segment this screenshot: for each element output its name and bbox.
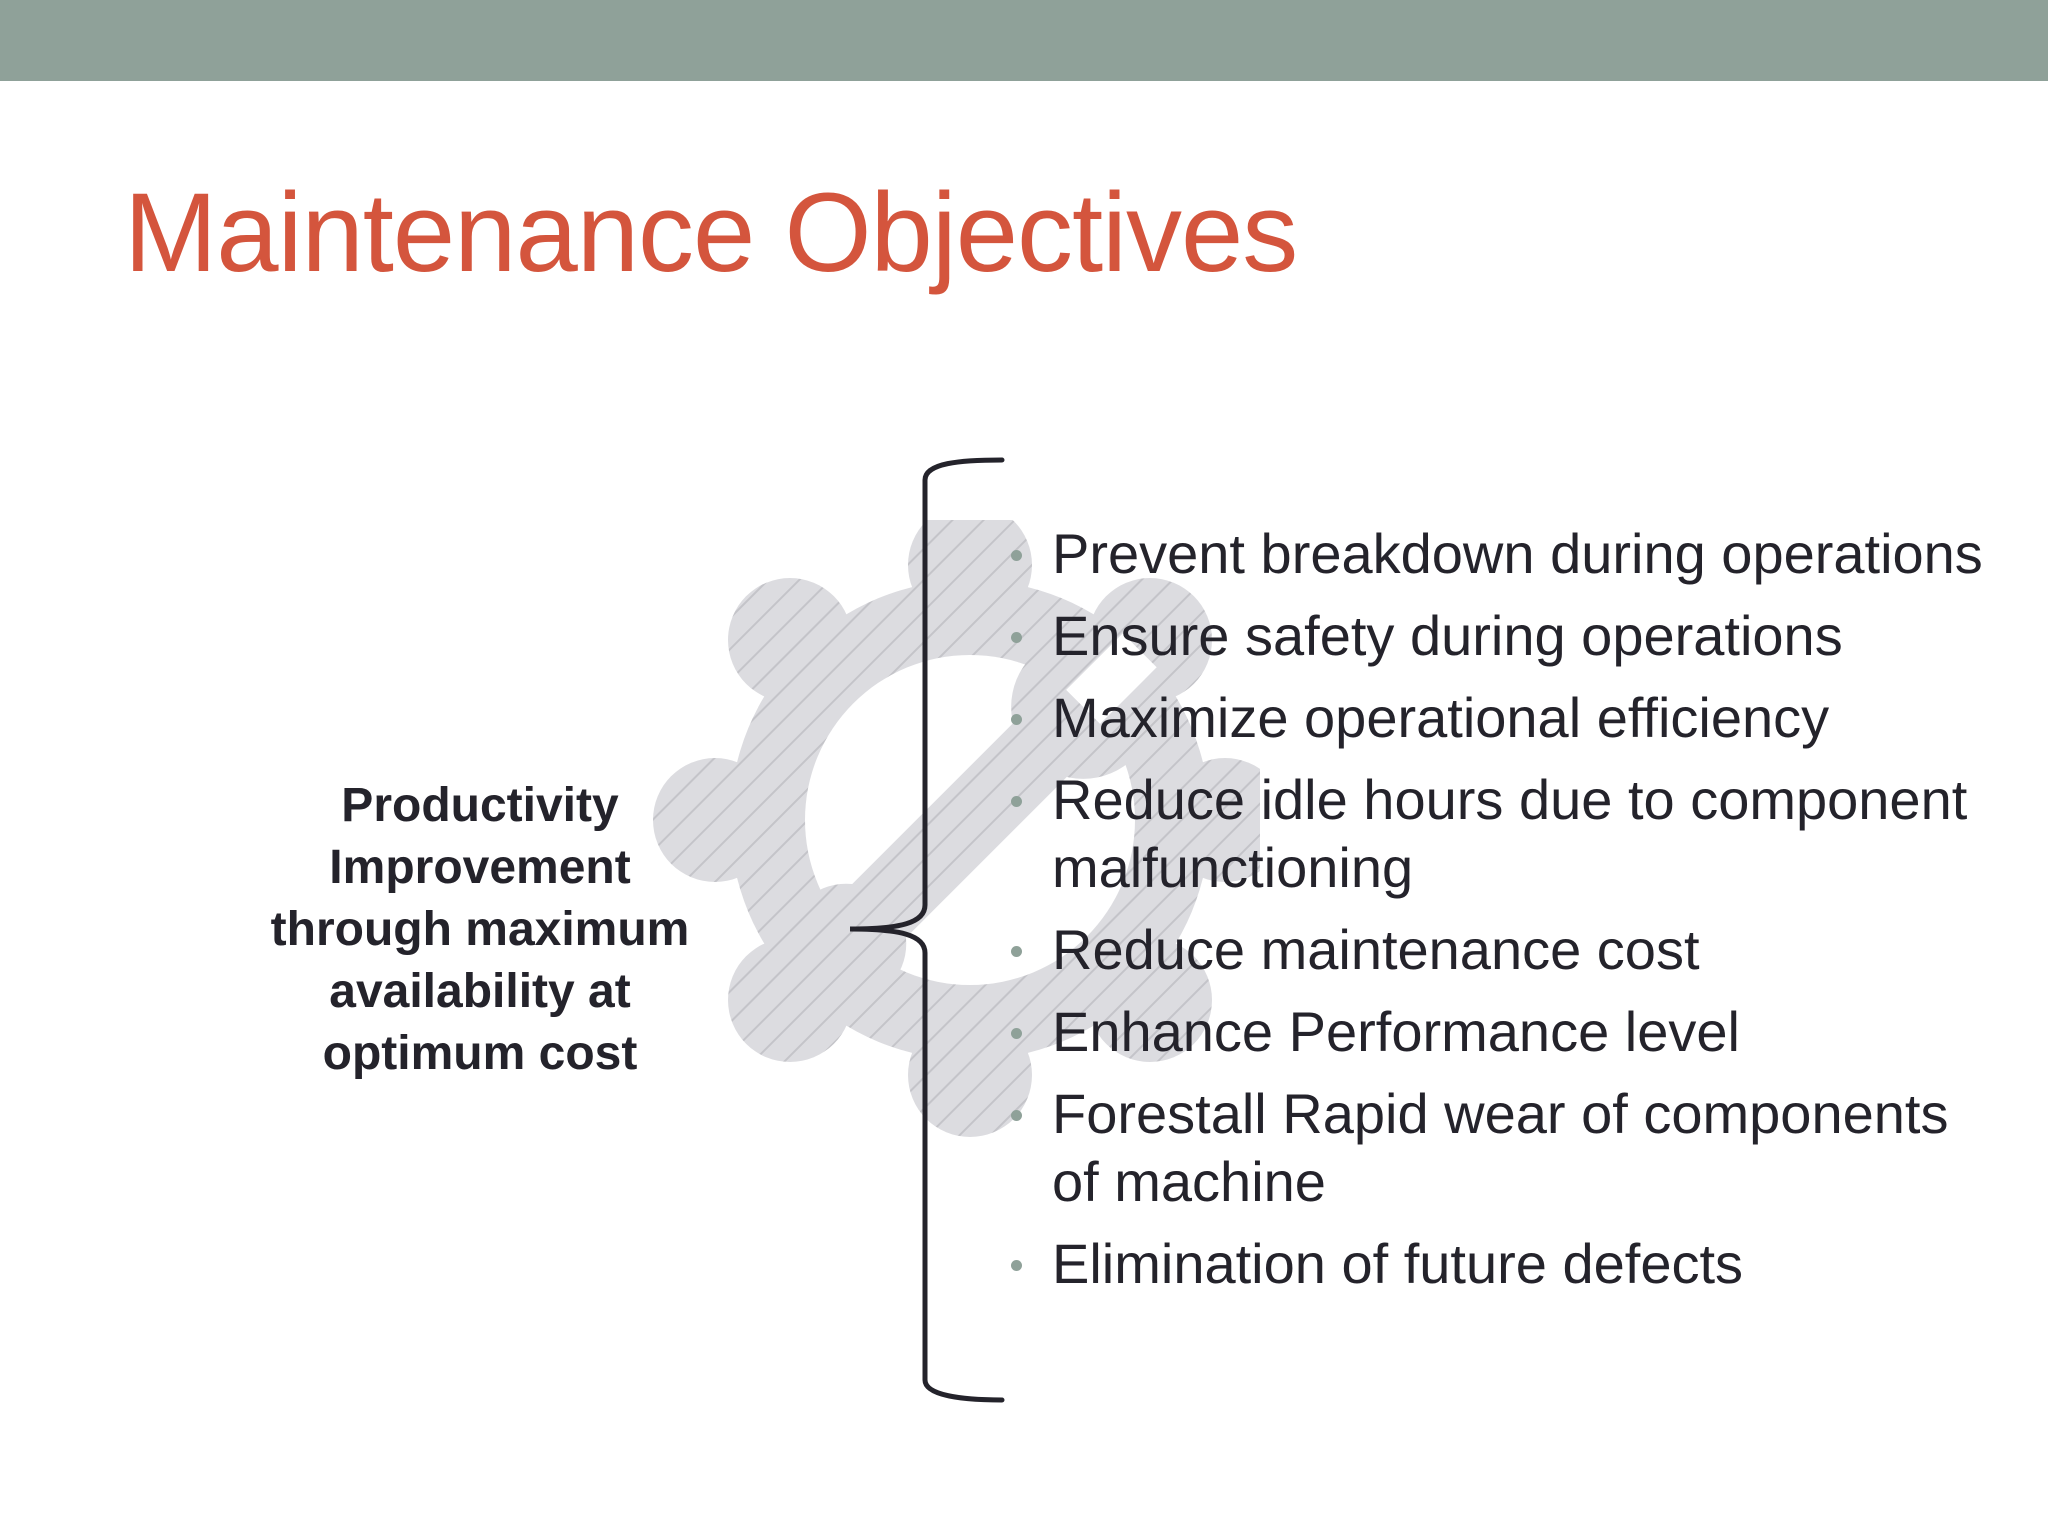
- list-item-text: Reduce idle hours due to component malfunctioning: [1052, 768, 1968, 899]
- list-item-text: Enhance Performance level: [1052, 1000, 1740, 1063]
- curly-brace-icon: [840, 455, 1010, 1405]
- objectives-list: [1008, 520, 1988, 1312]
- list-item-text: Forestall Rapid wear of components of machine: [1052, 1082, 1949, 1213]
- list-item: [1008, 1080, 1988, 1216]
- list-item: [1008, 916, 1988, 984]
- summary-line: optimum cost: [322, 1027, 638, 1080]
- bullet-dot-icon: [1011, 946, 1022, 957]
- list-item-text: Ensure safety during operations: [1052, 604, 1843, 667]
- bullet-dot-icon: [1011, 632, 1022, 643]
- bullet-dot-icon: [1011, 1028, 1022, 1039]
- list-item-text: Prevent breakdown during operations: [1052, 522, 1983, 585]
- bullet-dot-icon: [1011, 714, 1022, 725]
- list-item: [1008, 520, 1988, 588]
- list-item-text: Reduce maintenance cost: [1052, 918, 1700, 981]
- bullet-dot-icon: [1011, 550, 1022, 561]
- summary-line: Productivity: [341, 779, 619, 832]
- bullet-dot-icon: [1011, 1260, 1022, 1271]
- list-item: [1008, 684, 1988, 752]
- list-item: [1008, 602, 1988, 670]
- slide-title: Maintenance Objectives: [124, 170, 1298, 295]
- summary-line: availability at: [329, 965, 631, 1018]
- list-item: [1008, 1230, 1988, 1298]
- list-item: [1008, 998, 1988, 1066]
- list-item: [1008, 766, 1988, 902]
- summary-text: [230, 775, 730, 1085]
- bullet-dot-icon: [1011, 1110, 1022, 1121]
- list-item-text: Maximize operational efficiency: [1052, 686, 1830, 749]
- summary-line: through maximum: [270, 903, 690, 956]
- summary-line: Improvement: [329, 841, 631, 894]
- list-item-text: Elimination of future defects: [1052, 1232, 1744, 1295]
- bullet-dot-icon: [1011, 796, 1022, 807]
- header-bar: [0, 0, 2048, 81]
